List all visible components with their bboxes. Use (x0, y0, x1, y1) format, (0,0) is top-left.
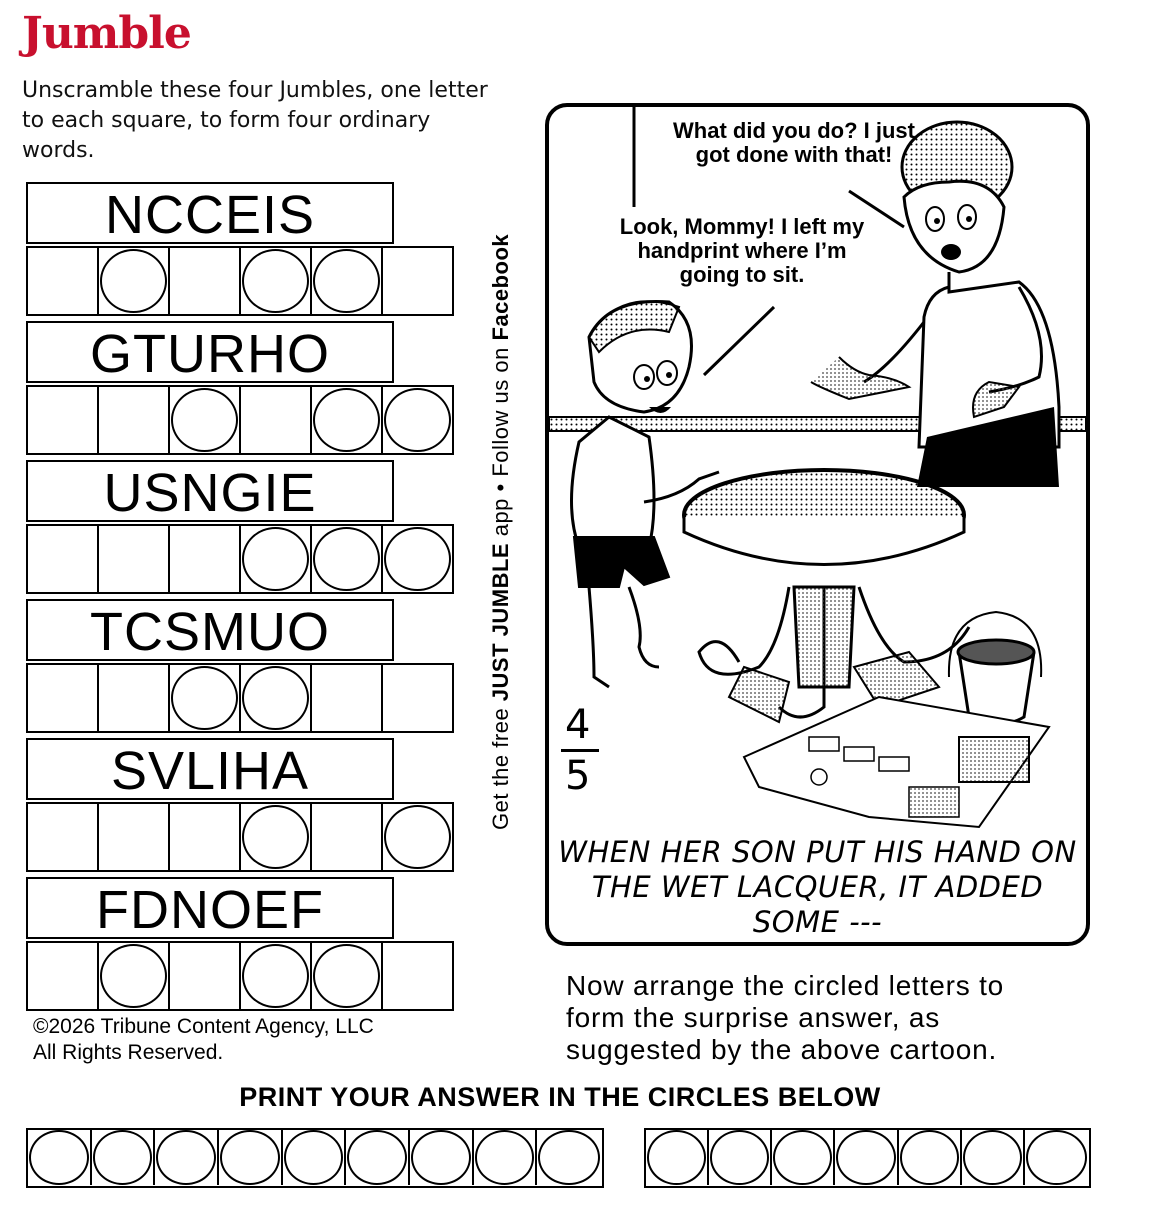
answer-cells (26, 941, 468, 1011)
jumble-puzzle (26, 321, 468, 455)
answer-circle[interactable] (92, 1130, 156, 1185)
answer-circle[interactable] (537, 1130, 601, 1185)
table-illustration (684, 470, 969, 722)
answer-circle[interactable] (899, 1130, 962, 1185)
instructions-text: Now arrange the circled letters to form the surprise answer, as suggested by the above cartoon. (566, 970, 1005, 1065)
circled-letter-box[interactable] (381, 385, 454, 455)
answer-circle[interactable] (474, 1130, 538, 1185)
circled-letter-box[interactable] (310, 246, 383, 316)
answer-circle[interactable] (772, 1130, 835, 1185)
circled-letter-box[interactable] (310, 524, 383, 594)
copyright-line-1: ©2026 Tribune Content Agency, LLC (33, 1015, 374, 1038)
scrambled-word: USNGIE (26, 460, 394, 522)
letter-box[interactable] (381, 663, 454, 733)
answer-cells (26, 802, 468, 872)
letter-box[interactable] (381, 941, 454, 1011)
answer-circle[interactable] (410, 1130, 474, 1185)
answer-circle[interactable] (283, 1130, 347, 1185)
letter-box[interactable] (239, 385, 312, 455)
answer-word-2 (644, 1128, 1091, 1188)
letter-box[interactable] (168, 246, 241, 316)
circled-letter-box[interactable] (239, 663, 312, 733)
letter-box[interactable] (168, 524, 241, 594)
cartoon-panel (545, 103, 1090, 946)
answer-circle[interactable] (709, 1130, 772, 1185)
answer-circle[interactable] (219, 1130, 283, 1185)
speech-bubble-mother: What did you do? I just got done with that! (673, 118, 915, 167)
answer-cells (26, 524, 468, 594)
paint-bucket (949, 612, 1041, 725)
letter-box[interactable] (168, 941, 241, 1011)
circled-letter-box[interactable] (239, 524, 312, 594)
answer-circle[interactable] (835, 1130, 898, 1185)
intro-text: Unscramble these four Jumbles, one letter to each square, to form four ordinary words. (22, 78, 488, 163)
circled-letter-box[interactable] (310, 941, 383, 1011)
letter-box[interactable] (26, 524, 99, 594)
letter-box[interactable] (97, 385, 170, 455)
answer-circle[interactable] (28, 1130, 92, 1185)
circled-letter-box[interactable] (239, 246, 312, 316)
letter-box[interactable] (97, 663, 170, 733)
fraction-denominator: 5 (565, 753, 591, 799)
scrambled-word: SVLIHA (26, 738, 394, 800)
letter-box[interactable] (26, 941, 99, 1011)
answer-circle[interactable] (962, 1130, 1025, 1185)
circled-letter-box[interactable] (168, 663, 241, 733)
letter-box[interactable] (26, 802, 99, 872)
speech-bubble-son: Look, Mommy! I left my handprint where I’m going to sit. (619, 214, 865, 287)
jumble-puzzle (26, 460, 468, 594)
jumble-puzzle (26, 877, 468, 1011)
circled-letter-box[interactable] (239, 941, 312, 1011)
copyright-line-2: All Rights Reserved. (33, 1041, 224, 1064)
mother-figure (811, 122, 1059, 487)
answer-circle[interactable] (346, 1130, 410, 1185)
answer-circle[interactable] (155, 1130, 219, 1185)
letter-box[interactable] (97, 802, 170, 872)
letter-box[interactable] (381, 246, 454, 316)
letter-box[interactable] (26, 663, 99, 733)
answer-cells (26, 663, 468, 733)
circled-letter-box[interactable] (310, 385, 383, 455)
letter-box[interactable] (26, 246, 99, 316)
circled-letter-box[interactable] (239, 802, 312, 872)
circled-letter-box[interactable] (97, 941, 170, 1011)
scrambled-word: NCCEIS (26, 182, 394, 244)
copyright-text (33, 1014, 374, 1066)
circled-letter-box[interactable] (381, 524, 454, 594)
jumble-puzzle (26, 738, 468, 872)
puzzle-difficulty-fraction (565, 703, 599, 798)
jumble-puzzle (26, 182, 468, 316)
promo-vertical-text: Get the free JUST JUMBLE app • Follow us on Facebook (488, 233, 513, 830)
letter-box[interactable] (168, 802, 241, 872)
scrambled-word: FDNOEF (26, 877, 394, 939)
jumble-puzzle (26, 599, 468, 733)
scrambled-word: TCSMUO (26, 599, 394, 661)
answer-heading: PRINT YOUR ANSWER IN THE CIRCLES BELOW (239, 1082, 881, 1112)
game-title: Jumble (22, 8, 191, 59)
answer-cells (26, 385, 468, 455)
circled-letter-box[interactable] (168, 385, 241, 455)
letter-box[interactable] (97, 524, 170, 594)
letter-box[interactable] (310, 802, 383, 872)
scrambled-word: GTURHO (26, 321, 394, 383)
fraction-numerator: 4 (565, 702, 591, 748)
answer-word-1 (26, 1128, 604, 1188)
circled-letter-box[interactable] (381, 802, 454, 872)
cartoon-caption: WHEN HER SON PUT HIS HAND ON THE WET LACQUER, IT ADDED SOME --- (558, 835, 1077, 939)
letter-box[interactable] (310, 663, 383, 733)
answer-circle[interactable] (1025, 1130, 1088, 1185)
circled-letter-box[interactable] (97, 246, 170, 316)
answer-cells (26, 246, 468, 316)
answer-circle[interactable] (646, 1130, 709, 1185)
letter-box[interactable] (26, 385, 99, 455)
